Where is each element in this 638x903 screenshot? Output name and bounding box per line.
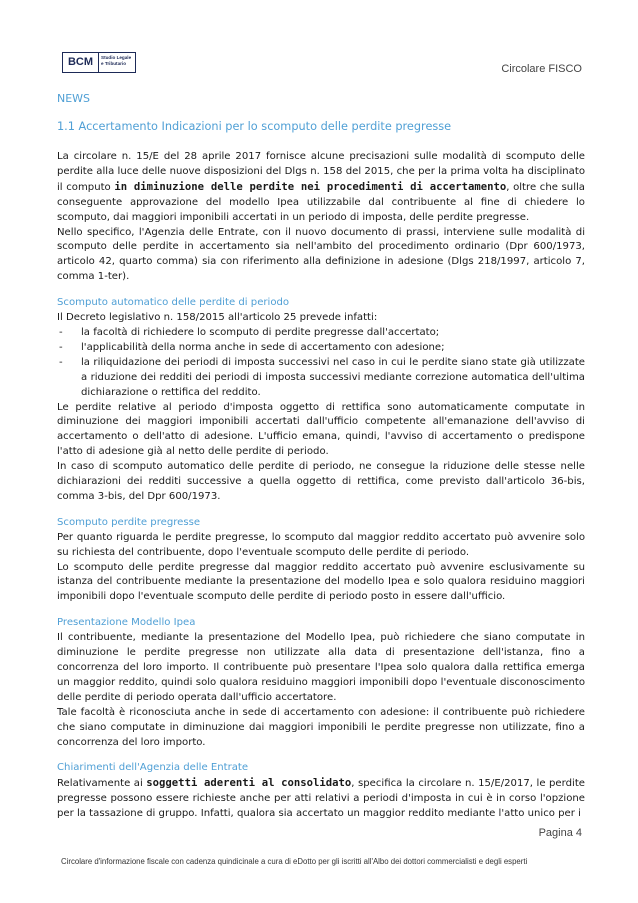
paragraph: Il Decreto legislativo n. 158/2015 all'articolo 25 prevede infatti: — [57, 312, 378, 324]
bullet-list — [57, 326, 585, 401]
bold-phrase: soggetti aderenti al consolidato — [146, 777, 352, 790]
paragraph: Il contribuente, mediante la presentazione del Modello Ipea, può richiedere che siano computate in diminuzione le perdite pregresse non utilizzate alla data di presentazione dell'istanza, fino a concorrenza del loro importo. Il contribuente può presentare l'Ipea solo qualora dalla rettifica emerga un maggior reddito, quindi solo qualora residuino maggiori imponibili dopo l'eventuale disconoscimento delle perdite di periodo operata dall'ufficio accertatore. — [57, 632, 585, 703]
list-item: - la facoltà di richiedere lo scomputo di perdite pregresse dall'accertato; — [57, 326, 585, 341]
bcm-logo — [62, 52, 136, 73]
paragraph: Tale facoltà è riconosciuta anche in sede di accertamento con adesione: il contribuente può richiedere che siano computate in diminuzione dai maggiori imponibili le perdite pregresse non utilizzate, fino a concorrenza del loro importo. — [57, 706, 585, 748]
logo-text: BCM — [63, 53, 99, 72]
paragraph: Lo scomputo delle perdite pregresse dal maggior reddito accertato può avvenire esclusivamente su istanza del contribuente mediante la presentazione del modello Ipea e solo qualora residuino maggiori imponibili dopo l'eventuale scomputo delle perdite di periodo posto in essere dall'ufficio. — [57, 561, 585, 603]
paragraph: Relativamente ai soggetti aderenti al consolidato, specifica la circolare n. 15/E/2017, le perdite pregresse possono essere richieste anche per atti relativi a periodi d'imposta in cui è in corso l'opzione per la tassazione di gruppo. Infatti, qualora sia accertato un maggior reddito mediante l'atto unico per i — [57, 777, 585, 820]
article-body — [57, 150, 585, 822]
subheading-scomputo-pregresse: Scomputo perdite pregresse — [57, 516, 201, 528]
footer-note: Circolare d'informazione fiscale con cadenza quindicinale a cura di eDotto per gli iscritti all'Albo dei dottori commercialisti e degli esperti — [61, 857, 528, 866]
intro-paragraph-2: Nello specifico, l'Agenzia delle Entrate, con il nuovo documento di prassi, interviene sulle modalità di scomputo delle perdite in accertamento sia nell'ambito del procedimento ordinario (Dpr 600/1973, articolo 42, quarto comma) sia con riferimento alla definizione in adesione (Dlgs 218/1997, articolo 7, comma 1-ter). — [57, 226, 585, 283]
intro-paragraph-1: La circolare n. 15/E del 28 aprile 2017 fornisce alcune precisazioni sulle modalità di scomputo delle perdite alla luce delle nuove disposizioni del Dlgs n. 158 del 2015, che per la prima volta ha disciplinato il computo in diminuzione delle perdite nei procedimenti di accertamento, oltre che sulla conseguente approvazione del modello Ipea utilizzabile dal contribuente al fine di chiedere lo scomputo, dai maggiori imponibili accertati in un periodo di imposta, delle perdite pregresse. — [57, 151, 585, 223]
subheading-modello-ipea: Presentazione Modello Ipea — [57, 617, 196, 629]
logo-subtitle: Studio Legale e Tributario — [101, 55, 132, 66]
section-label: NEWS — [57, 92, 91, 105]
paragraph: Per quanto riguarda le perdite pregresse, lo scomputo dal maggior reddito accertato può avvenire solo su richiesta del contribuente, dopo l'eventuale scomputo delle perdite di periodo. — [57, 531, 585, 558]
list-item: - l'applicabilità della norma anche in sede di accertamento con adesione; — [57, 341, 585, 356]
paragraph: In caso di scomputo automatico delle perdite di periodo, ne consegue la riduzione delle stesse nelle dichiarazioni dei redditi successive a quella oggetto di rettifica, come previsto dall'articolo 36-bis, comma 3-bis, del Dpr 600/1973. — [57, 461, 585, 502]
page-number: Pagina 4 — [538, 827, 582, 839]
article-title: 1.1 Accertamento Indicazioni per lo scomputo delle perdite pregresse — [57, 120, 452, 133]
subheading-chiarimenti: Chiarimenti dell'Agenzia delle Entrate — [57, 762, 249, 774]
publication-tag: Circolare FISCO — [501, 63, 582, 75]
bold-phrase: in diminuzione delle perdite nei procedimenti di accertamento — [114, 180, 507, 193]
subheading-scomputo-automatico: Scomputo automatico delle perdite di periodo — [57, 297, 290, 309]
paragraph: Le perdite relative al periodo d'imposta oggetto di rettifica sono automaticamente computate in diminuzione dei maggiori imponibili accertati dall'ufficio competente all'emanazione dell'avviso di accertamento o dell'atto di adesione. L'ufficio emana, quindi, l'avviso di accertamento o predispone l'atto di adesione già al netto delle perdite di periodo. — [57, 401, 585, 458]
list-item: - la riliquidazione dei periodi di imposta successivi nel caso in cui le perdite siano state già utilizzate a riduzione dei redditi dei periodi di imposta successivi mediante correzione automatica dell'ultima dichiarazione o rettifica del reddito. — [57, 356, 585, 401]
